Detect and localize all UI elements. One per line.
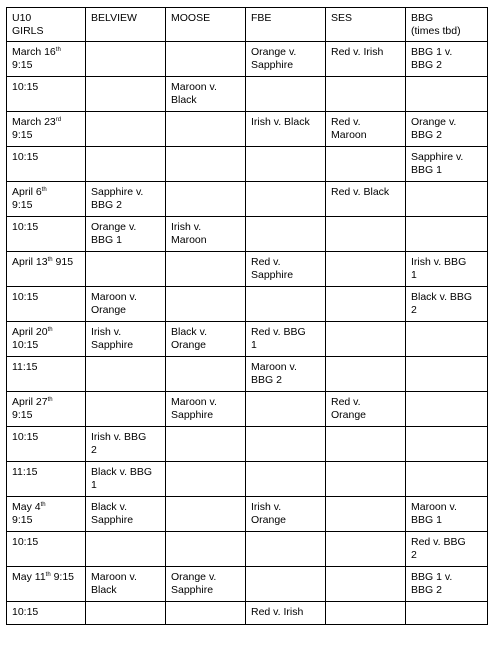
date-time-part: 10:15 [12, 81, 39, 93]
matchup-text: Red v. Irish [251, 606, 304, 618]
header-row [7, 8, 488, 42]
matchup-text: BBG 1 [411, 163, 442, 176]
date-time-part: April 27 [12, 396, 48, 408]
game-cell-bbg [406, 42, 488, 77]
matchup-text: 1 [411, 268, 417, 281]
game-cell-bbg [406, 462, 488, 497]
date-ordinal-suffix: th [55, 47, 61, 53]
date-time-text [12, 199, 80, 212]
date-time-text [12, 46, 80, 59]
header-label: SES [331, 12, 353, 24]
game-cell-belview [86, 427, 166, 462]
date-time-text [12, 151, 80, 164]
game-cell-fbe [246, 427, 326, 462]
game-cell-belview [86, 357, 166, 392]
matchup-text: Red v. BBG [251, 326, 306, 338]
game-cell-fbe [246, 217, 326, 252]
time-cell [7, 77, 86, 112]
schedule-row [7, 497, 488, 532]
matchup-text: Orange [171, 338, 207, 351]
date-ordinal-suffix: rd [55, 117, 62, 123]
date-time-part: April 13 [12, 256, 48, 268]
game-cell-moose [166, 252, 246, 287]
game-cell-moose [166, 602, 246, 625]
matchup-text: Sapphire [91, 338, 134, 351]
matchup-text: BBG 1 v. [411, 46, 453, 58]
game-cell-ses [326, 182, 406, 217]
time-cell [7, 392, 86, 427]
game-cell-fbe [246, 567, 326, 602]
matchup-text: Maroon v. [411, 501, 457, 513]
date-time-part: 915 [52, 256, 74, 268]
matchup-text: Orange [251, 513, 287, 526]
matchup-text: BBG 1 [91, 233, 122, 246]
game-cell-belview [86, 42, 166, 77]
date-time-part: April 6 [12, 186, 42, 198]
matchup-text: Black v. BBG [411, 291, 473, 303]
matchup-text: Maroon v. [171, 81, 217, 93]
game-cell-bbg [406, 112, 488, 147]
date-time-part: 9:15 [12, 128, 33, 141]
date-ordinal-suffix: th [47, 397, 53, 403]
game-cell-belview [86, 147, 166, 182]
game-cell-moose [166, 392, 246, 427]
date-ordinal-suffix: th [41, 187, 47, 193]
matchup-text: 1 [91, 478, 97, 491]
date-time-text [12, 361, 80, 374]
header-label: FBE [251, 12, 272, 24]
game-cell-ses [326, 322, 406, 357]
matchup-text: 2 [411, 548, 417, 561]
game-cell-fbe [246, 497, 326, 532]
game-cell-bbg [406, 287, 488, 322]
matchup-text: BBG 2 [411, 128, 442, 141]
game-cell-moose [166, 322, 246, 357]
date-time-text [12, 221, 80, 234]
game-cell-belview [86, 532, 166, 567]
game-cell-ses [326, 77, 406, 112]
game-cell-bbg [406, 77, 488, 112]
matchup-text: Orange v. [171, 571, 217, 583]
date-time-part: May 4 [12, 501, 41, 513]
date-time-text [12, 466, 80, 479]
game-cell-bbg [406, 182, 488, 217]
date-time-part: 10:15 [12, 221, 39, 233]
game-cell-bbg [406, 147, 488, 182]
game-cell-fbe [246, 182, 326, 217]
schedule-row [7, 322, 488, 357]
schedule-row [7, 182, 488, 217]
date-time-part: 9:15 [50, 571, 75, 583]
game-cell-ses [326, 567, 406, 602]
schedule-row [7, 42, 488, 77]
matchup-text: Maroon v. [91, 571, 137, 583]
game-cell-bbg [406, 532, 488, 567]
game-cell-belview [86, 462, 166, 497]
date-time-part: March 16 [12, 46, 56, 58]
matchup-text: 2 [411, 303, 417, 316]
schedule-row [7, 532, 488, 567]
matchup-text: Black [91, 583, 117, 596]
matchup-text: Maroon v. [91, 291, 137, 303]
game-cell-ses [326, 427, 406, 462]
game-cell-ses [326, 217, 406, 252]
date-time-part: 9:15 [12, 198, 33, 211]
matchup-text: Orange [331, 408, 367, 421]
date-time-part: 11:15 [12, 466, 38, 478]
header-cell-ses [326, 8, 406, 42]
game-cell-ses [326, 287, 406, 322]
game-cell-moose [166, 217, 246, 252]
date-ordinal-suffix: th [40, 502, 46, 508]
matchup-text: Sapphire [251, 58, 294, 71]
matchup-text: Irish v. BBG [91, 431, 147, 443]
date-time-part: March 23 [12, 116, 56, 128]
time-cell [7, 427, 86, 462]
time-cell [7, 567, 86, 602]
time-cell [7, 42, 86, 77]
schedule-row [7, 112, 488, 147]
date-time-text [12, 396, 80, 409]
date-time-text [12, 339, 80, 352]
header-label: GIRLS [12, 24, 44, 37]
matchup-text: Orange v. [411, 116, 457, 128]
schedule-row [7, 462, 488, 497]
game-cell-moose [166, 532, 246, 567]
game-cell-fbe [246, 392, 326, 427]
time-cell [7, 532, 86, 567]
game-cell-ses [326, 147, 406, 182]
matchup-text: 1 [251, 338, 257, 351]
time-cell [7, 217, 86, 252]
schedule-row [7, 147, 488, 182]
game-cell-moose [166, 287, 246, 322]
date-time-part: 9:15 [12, 408, 33, 421]
game-cell-ses [326, 42, 406, 77]
header-label: (times tbd) [411, 24, 461, 37]
game-cell-fbe [246, 252, 326, 287]
matchup-text: Orange v. [91, 221, 137, 233]
matchup-text: Maroon v. [171, 396, 217, 408]
matchup-text: BBG 2 [411, 58, 442, 71]
game-cell-moose [166, 77, 246, 112]
matchup-text: Maroon [171, 233, 207, 246]
date-time-part: 10:15 [12, 291, 39, 303]
game-cell-moose [166, 567, 246, 602]
header-label: BELVIEW [91, 12, 137, 24]
matchup-text: Orange [91, 303, 127, 316]
game-cell-bbg [406, 497, 488, 532]
matchup-text: BBG 2 [251, 373, 282, 386]
matchup-text: Maroon [331, 128, 367, 141]
game-cell-moose [166, 357, 246, 392]
matchup-text: Sapphire [91, 513, 134, 526]
game-cell-belview [86, 252, 166, 287]
matchup-text: BBG 1 [411, 513, 442, 526]
game-cell-belview [86, 217, 166, 252]
game-cell-bbg [406, 392, 488, 427]
matchup-text: Irish v. BBG [411, 256, 467, 268]
matchup-text: Black [171, 93, 197, 106]
game-cell-fbe [246, 147, 326, 182]
date-time-text [12, 326, 80, 339]
game-cell-belview [86, 77, 166, 112]
matchup-text: BBG 2 [91, 198, 122, 211]
date-time-text [12, 409, 80, 422]
time-cell [7, 147, 86, 182]
game-cell-fbe [246, 462, 326, 497]
date-time-part: 10:15 [12, 431, 39, 443]
game-cell-belview [86, 602, 166, 625]
date-time-part: April 20 [12, 326, 48, 338]
schedule-row [7, 357, 488, 392]
game-cell-bbg [406, 602, 488, 625]
date-time-part: 9:15 [12, 513, 33, 526]
date-time-part: 10:15 [12, 151, 39, 163]
game-cell-ses [326, 462, 406, 497]
date-time-text [12, 116, 80, 129]
game-cell-belview [86, 497, 166, 532]
game-cell-fbe [246, 322, 326, 357]
game-cell-belview [86, 182, 166, 217]
schedule-row [7, 287, 488, 322]
schedule-row [7, 427, 488, 462]
matchup-text: Irish v. [171, 221, 202, 233]
date-time-part: 10:15 [12, 606, 39, 618]
game-cell-ses [326, 252, 406, 287]
matchup-text: Red v. BBG [411, 536, 466, 548]
header-cell-fbe [246, 8, 326, 42]
game-cell-ses [326, 532, 406, 567]
date-time-part: May 11 [12, 571, 46, 583]
game-cell-bbg [406, 567, 488, 602]
time-cell [7, 182, 86, 217]
game-cell-belview [86, 287, 166, 322]
game-cell-bbg [406, 427, 488, 462]
matchup-text: Sapphire [171, 408, 214, 421]
matchup-text: Black v. BBG [91, 466, 153, 478]
date-time-part: 10:15 [12, 536, 39, 548]
matchup-text: Red v. Irish [331, 46, 384, 58]
date-time-text [12, 514, 80, 527]
date-time-text [12, 256, 80, 269]
game-cell-bbg [406, 322, 488, 357]
header-label: BBG [411, 12, 434, 24]
matchup-text: Irish v. [251, 501, 282, 513]
header-cell-moose [166, 8, 246, 42]
date-ordinal-suffix: th [47, 257, 53, 263]
game-cell-bbg [406, 217, 488, 252]
game-cell-ses [326, 357, 406, 392]
date-time-text [12, 129, 80, 142]
date-time-text [12, 431, 80, 444]
date-time-text [12, 606, 80, 619]
game-cell-fbe [246, 42, 326, 77]
schedule-row [7, 252, 488, 287]
game-cell-bbg [406, 252, 488, 287]
game-cell-bbg [406, 357, 488, 392]
time-cell [7, 112, 86, 147]
matchup-text: Red v. [251, 256, 281, 268]
schedule-row [7, 217, 488, 252]
date-time-text [12, 501, 80, 514]
header-label: U10 [12, 12, 32, 24]
date-time-part: 9:15 [12, 58, 33, 71]
matchup-text: Red v. Black [331, 186, 390, 198]
schedule-row [7, 392, 488, 427]
time-cell [7, 287, 86, 322]
matchup-text: 2 [91, 443, 97, 456]
time-cell [7, 602, 86, 625]
matchup-text: Orange v. [251, 46, 297, 58]
game-cell-moose [166, 497, 246, 532]
schedule-row [7, 602, 488, 625]
date-time-text [12, 81, 80, 94]
matchup-text: Irish v. Black [251, 116, 310, 128]
time-cell [7, 462, 86, 497]
matchup-text: BBG 1 v. [411, 571, 453, 583]
game-cell-ses [326, 112, 406, 147]
schedule-row [7, 567, 488, 602]
matchup-text: Sapphire [251, 268, 294, 281]
header-cell-division [7, 8, 86, 42]
game-cell-moose [166, 182, 246, 217]
date-time-text [12, 291, 80, 304]
game-cell-moose [166, 462, 246, 497]
matchup-text: Black v. [91, 501, 127, 513]
date-time-text [12, 571, 80, 584]
matchup-text: Maroon v. [251, 361, 297, 373]
game-cell-fbe [246, 112, 326, 147]
header-label: MOOSE [171, 12, 211, 24]
matchup-text: Sapphire v. [91, 186, 144, 198]
game-cell-fbe [246, 532, 326, 567]
header-cell-belview [86, 8, 166, 42]
time-cell [7, 252, 86, 287]
game-cell-belview [86, 567, 166, 602]
matchup-text: Irish v. [91, 326, 122, 338]
game-cell-fbe [246, 77, 326, 112]
game-cell-ses [326, 497, 406, 532]
game-cell-moose [166, 147, 246, 182]
matchup-text: Sapphire [171, 583, 214, 596]
date-ordinal-suffix: th [45, 572, 51, 578]
game-cell-belview [86, 392, 166, 427]
schedule-row [7, 77, 488, 112]
game-cell-moose [166, 112, 246, 147]
matchup-text: Black v. [171, 326, 207, 338]
matchup-text: BBG 2 [411, 583, 442, 596]
time-cell [7, 497, 86, 532]
date-time-text [12, 536, 80, 549]
matchup-text: Red v. [331, 116, 361, 128]
date-time-part: 10:15 [12, 338, 39, 351]
time-cell [7, 322, 86, 357]
game-cell-fbe [246, 357, 326, 392]
game-cell-ses [326, 602, 406, 625]
date-ordinal-suffix: th [47, 327, 53, 333]
game-cell-belview [86, 322, 166, 357]
date-time-text [12, 59, 80, 72]
schedule-table [6, 7, 488, 625]
game-cell-moose [166, 427, 246, 462]
game-cell-ses [326, 392, 406, 427]
header-cell-bbg [406, 8, 488, 42]
date-time-text [12, 186, 80, 199]
date-time-part: 11:15 [12, 361, 38, 373]
game-cell-fbe [246, 602, 326, 625]
game-cell-fbe [246, 287, 326, 322]
matchup-text: Sapphire v. [411, 151, 464, 163]
time-cell [7, 357, 86, 392]
matchup-text: Red v. [331, 396, 361, 408]
game-cell-moose [166, 42, 246, 77]
game-cell-belview [86, 112, 166, 147]
